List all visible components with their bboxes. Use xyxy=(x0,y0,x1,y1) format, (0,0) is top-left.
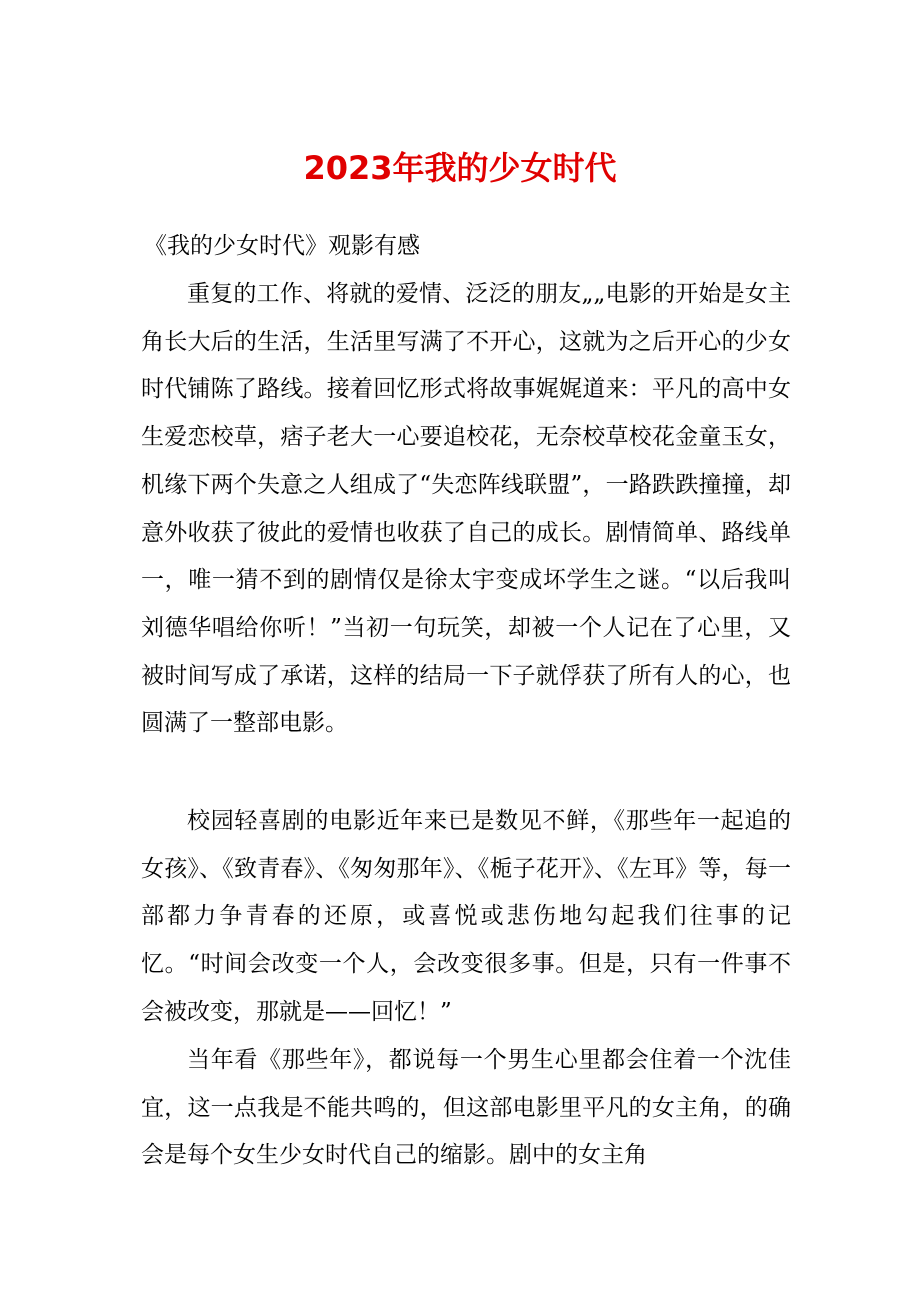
body-paragraph-2-block xyxy=(141,798,791,1037)
body-paragraph: 校园轻喜剧的电影近年来已是数见不鲜，《那些年一起追的女孩》、《致青春》、《匆匆那年》、《栀子花开》、《左耳》等，每一部都力争青春的还原，或喜悦或悲伤地勾起我们往事的记忆。“时间会改变一个人，会改变很多事。但是，只有一件事不会被改变，那就是——回忆！” xyxy=(141,808,791,1025)
body-paragraph: 当年看《那些年》，都说每一个男生心里都会住着一个沈佳宜，这一点我是不能共鸣的，但这部电影里平凡的女主角，的确会是每个女生少女时代自己的缩影。剧中的女主角 xyxy=(141,1047,791,1169)
document-title: 2023年我的少女时代 xyxy=(303,149,617,187)
document-subtitle: 《我的少女时代》观影有感 xyxy=(144,233,420,259)
body-paragraph: 重复的工作、将就的爱情、泛泛的朋友„„电影的开始是女主角长大后的生活，生活里写满了不开心，这就为之后开心的少女时代铺陈了路线。接着回忆形式将故事娓娓道来：平凡的高中女生爱恋校草，痞子老大一心要追校花，无奈校草校花金童玉女，机缘下两个失意之人组成了“失恋阵线联盟”，一路跌跌撞撞，却意外收获了彼此的爱情也收获了自己的成长。剧情简单、路线单一，唯一猜不到的剧情仅是徐太宇变成坏学生之谜。“以后我叫刘德华唱给你听！”当初一句玩笑，却被一个人记在了心里，又被时间写成了承诺，这样的结局一下子就俘获了所有人的心，也圆满了一整部电影。 xyxy=(141,281,791,737)
body-paragraph-1-block xyxy=(141,271,791,748)
body-paragraph-3-block xyxy=(141,1037,791,1180)
